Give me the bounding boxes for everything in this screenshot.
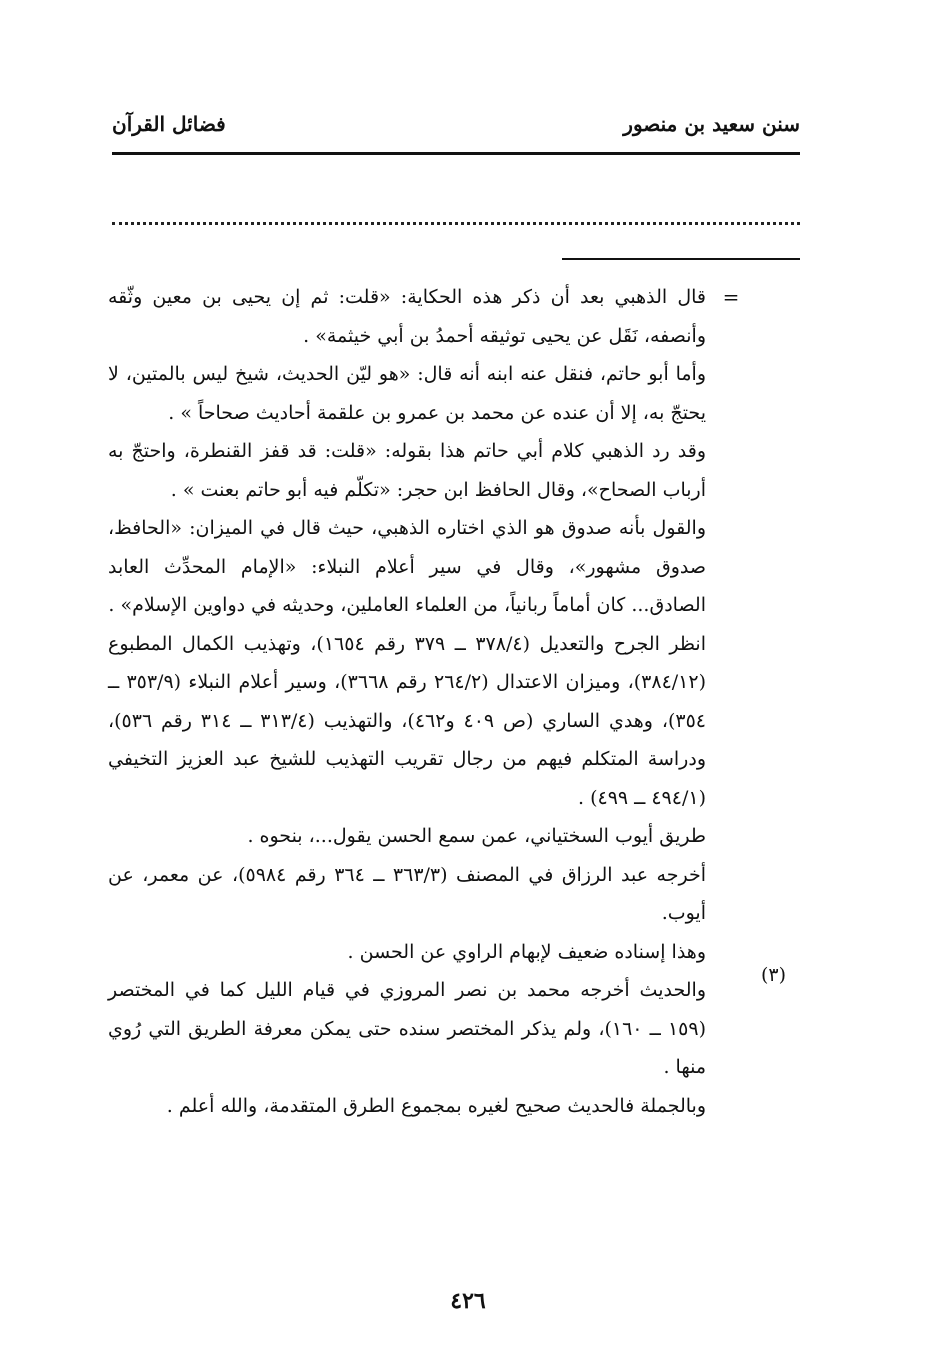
- footnote-paragraph: وبالجملة فالحديث صحيح لغيره بمجموع الطرق المتقدمة، والله أعلم .: [166, 1094, 706, 1117]
- footnote-paragraph: والحديث أخرجه محمد بن نصر المروزي في قيام الليل كما في المختصر (١٥٩ ــ ١٦٠)، ولم يذكر المختصر سنده حتى يمكن معرفة الطريق التي رُوي منها .: [108, 979, 706, 1078]
- running-header: [112, 112, 800, 146]
- footnote-paragraph: انظر الجرح والتعديل (٣٧٨/٤ ــ ٣٧٩ رقم ١٦٥٤)، وتهذيب الكمال المطبوع (٣٨٤/١٢)، وميزان الاعتدال (٢٦٤/٢ رقم ٣٦٦٨)، وسير أعلام النبلاء (٣٥٣/٩ ــ ٣٥٤)، وهدي الساري (ص ٤٠٩ و٤٦٢)، والتهذيب (٣١٣/٤ ــ ٣١٤ رقم ٥٣٦)، ودراسة المتكلم فيهم من رجال تقريب التهذيب للشيخ عبد العزيز التخيفي (٤٩٤/١ ــ ٤٩٩) .: [108, 632, 707, 809]
- footnote-paragraph: والقول بأنه صدوق هو الذي اختاره الذهبي، حيث قال في الميزان: «الحافظ، صدوق مشهور»، وقال في سير أعلام النبلاء: «الإمام المحدِّث العابد الصادق... كان أماماً ربانياً، من العلماء العاملين، وحديثه في دواوين الإسلام» .: [108, 517, 706, 616]
- footnote-separator: [562, 258, 800, 260]
- footnote-paragraph: قال الذهبي بعد أن ذكر هذه الحكاية: «قلت: ثم إن يحيى بن معين وثّقه وأنصفه، نَقَل عن يحيى توثيقه أحمدُ بن أبي خيثمة» .: [108, 286, 706, 347]
- footnote-number-3: (٣): [760, 964, 786, 986]
- page-number: ٤٢٦: [450, 1288, 486, 1314]
- section-title: فضائل القرآن: [112, 112, 226, 136]
- footnote-paragraph: وقد رد الذهبي كلام أبي حاتم هذا بقوله: «قلت: قد قفز القنطرة، واحتجّ به أرباب الصحاح»، وقال الحافظ ابن حجر: «تكلّم فيه أبو حاتم بعنت » .: [108, 440, 706, 501]
- footnote-paragraph: أخرجه عبد الرزاق في المصنف (٣٦٣/٣ ــ ٣٦٤ رقم ٥٩٨٤)، عن معمر، عن أيوب.: [108, 863, 706, 924]
- footnote-paragraph: طريق أيوب السختياني، عمن سمع الحسن يقول...، بنحوه .: [247, 825, 706, 847]
- footnote-paragraph: وهذا إسناده ضعيف لإبهام الراوي عن الحسن .: [347, 940, 706, 963]
- footnote-body: [108, 278, 706, 1125]
- book-title: سنن سعيد بن منصور: [623, 112, 800, 136]
- continuation-marker: =: [722, 285, 740, 309]
- footnote-paragraph: وأما أبو حاتم، فنقل عنه ابنه أنه قال: «هو ليّن الحديث، شيخ ليس بالمتين، لا يحتجّ به، إلا أن عنده عن محمد بن عمرو بن علقمة أحاديث صحاحاً » .: [108, 363, 706, 424]
- dotted-separator: [112, 222, 800, 225]
- header-rule: [112, 152, 800, 155]
